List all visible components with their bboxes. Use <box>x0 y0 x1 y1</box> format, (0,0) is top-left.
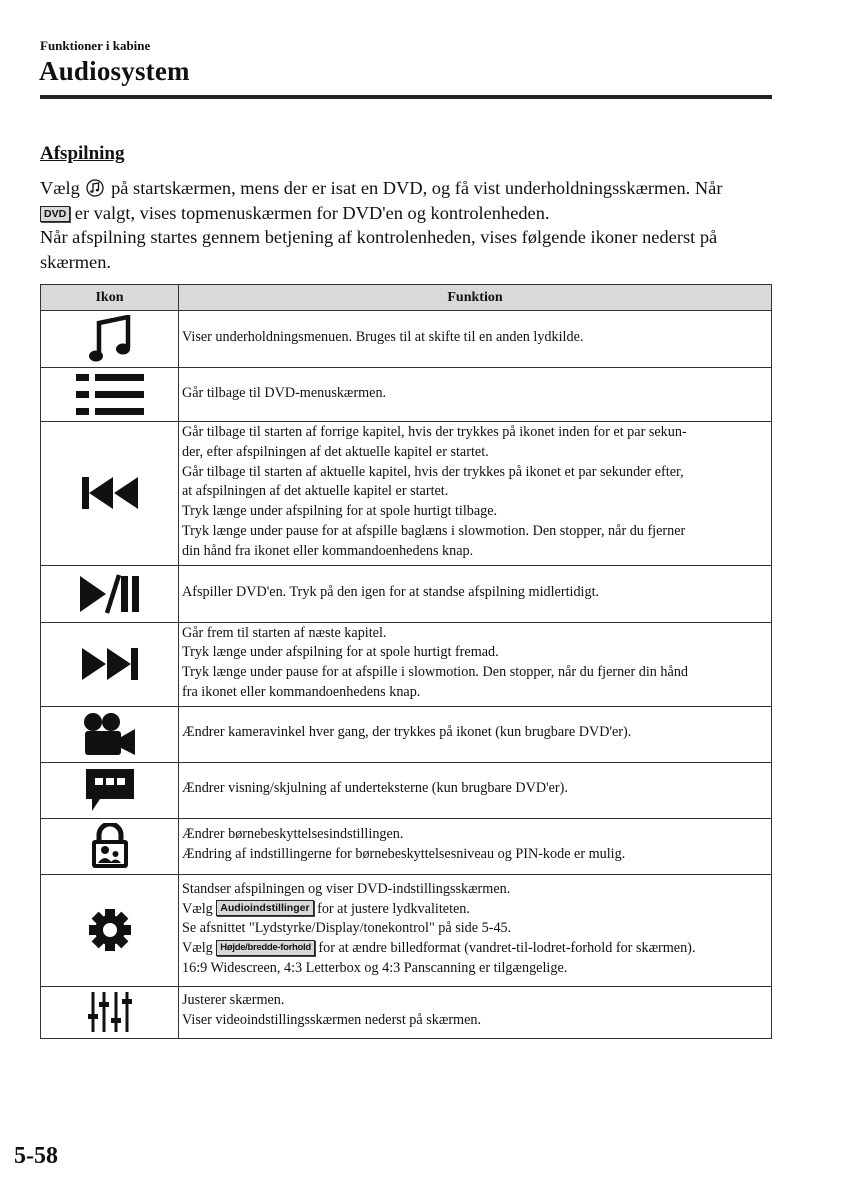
music-note-icon <box>86 179 104 197</box>
intro-text <box>40 176 775 274</box>
icon-function-table <box>40 284 772 1039</box>
section-heading: Afspilning <box>40 143 125 164</box>
intro-paragraph-2: Når afspilning startes gennem betjening af kontrolenheden, vises følgende ikoner nederst på skærmen. <box>40 227 718 272</box>
column-header-function: Funktion <box>179 285 772 311</box>
breadcrumb: Funktioner i kabine <box>40 38 151 53</box>
page-title: Audiosystem <box>39 56 190 86</box>
table-header-row <box>41 285 772 311</box>
table-row: Justerer skærmen. Viser videoindstillingsskærmen nederst på skærmen. <box>41 986 772 1038</box>
subtitle-icon <box>84 767 136 813</box>
title-rule <box>40 95 772 99</box>
table-row: Går tilbage til starten af forrige kapitel, hvis der trykkes på ikonet inden for et par sekun- der, efter afspilningen af det aktuelle kapitel er startet. Går tilbage til starten af aktuelle kapitel, hvis der trykkes på ikonet et par sekunder efter, at afspilningen af det aktuelle kapitel er startet. Tryk længe under afspilning for at spole hurtigt tilbage. Tryk længe under pause for at afspille baglæns i slowmotion. Den stopper, når du fjerner din hånd fra ikonet eller kommandoenhedens knap. <box>41 422 772 566</box>
page-number: 5-58 <box>14 1143 58 1169</box>
table-row <box>41 565 772 622</box>
column-header-icon: Ikon <box>41 285 179 311</box>
previous-chapter-icon <box>81 475 139 511</box>
equalizer-sliders-icon <box>88 990 132 1034</box>
settings-gear-icon <box>88 908 132 952</box>
aspect-ratio-key: Højde/bredde-forhold <box>216 940 315 956</box>
function-text: Ændrer kameravinkel hver gang, der trykkes på ikonet (kun brugbare DVD'er). <box>182 724 632 741</box>
play-pause-icon <box>79 574 141 614</box>
function-text: Ændrer visning/skjulning af underteksterne (kun brugbare DVD'er). <box>182 780 568 797</box>
music-note-icon <box>88 315 132 363</box>
table-row <box>41 762 772 818</box>
table-row: Går frem til starten af næste kapitel. Tryk længe under afspilning for at spole hurtigt fremad. Tryk længe under pause for at afspille i slowmotion. Den stopper, når du fjerner din hånd fra ikonet eller kommandoenhedens knap. <box>41 622 772 706</box>
table-row <box>41 368 772 422</box>
menu-list-icon <box>74 373 146 417</box>
table-row: Ændrer børnebeskyttelsesindstillingen. Ændring af indstillingerne for børnebeskyttelsesniveau og PIN-kode er mulig. <box>41 818 772 874</box>
audio-settings-key: Audioindstillinger <box>216 900 313 916</box>
intro-paragraph-1: Vælg på startskærmen, mens der er isat en DVD, og få vist underholdningsskærmen. Når DVD er valgt, vises topmenuskærmen for DVD'en og kontrolenheden. <box>40 178 723 223</box>
next-chapter-icon <box>81 646 139 682</box>
function-text: Går tilbage til DVD-menuskærmen. <box>182 384 387 401</box>
function-text: Afspiller DVD'en. Tryk på den igen for at standse afspilning midlertidigt. <box>182 583 600 600</box>
parental-lock-icon <box>90 823 130 869</box>
camera-angle-icon <box>83 712 137 756</box>
table-row <box>41 311 772 368</box>
dvd-key: DVD <box>40 206 70 222</box>
function-text: Viser underholdningsmenuen. Bruges til at skifte til en anden lydkilde. <box>182 329 584 346</box>
table-row: Standser afspilningen og viser DVD-indstillingsskærmen. Vælg Audioindstillinger for at justere lydkvaliteten. Se afsnittet "Lydstyrke/Display/tonekontrol" på side 5-45. Vælg Højde/bredde-forhold for at ændre billedformat (vandret-til-lodret-forhold for skærmen). 16:9 Widescreen, 4:3 Letterbox og 4:3 Panscanning er tilgængelige. <box>41 874 772 986</box>
table-row <box>41 706 772 762</box>
